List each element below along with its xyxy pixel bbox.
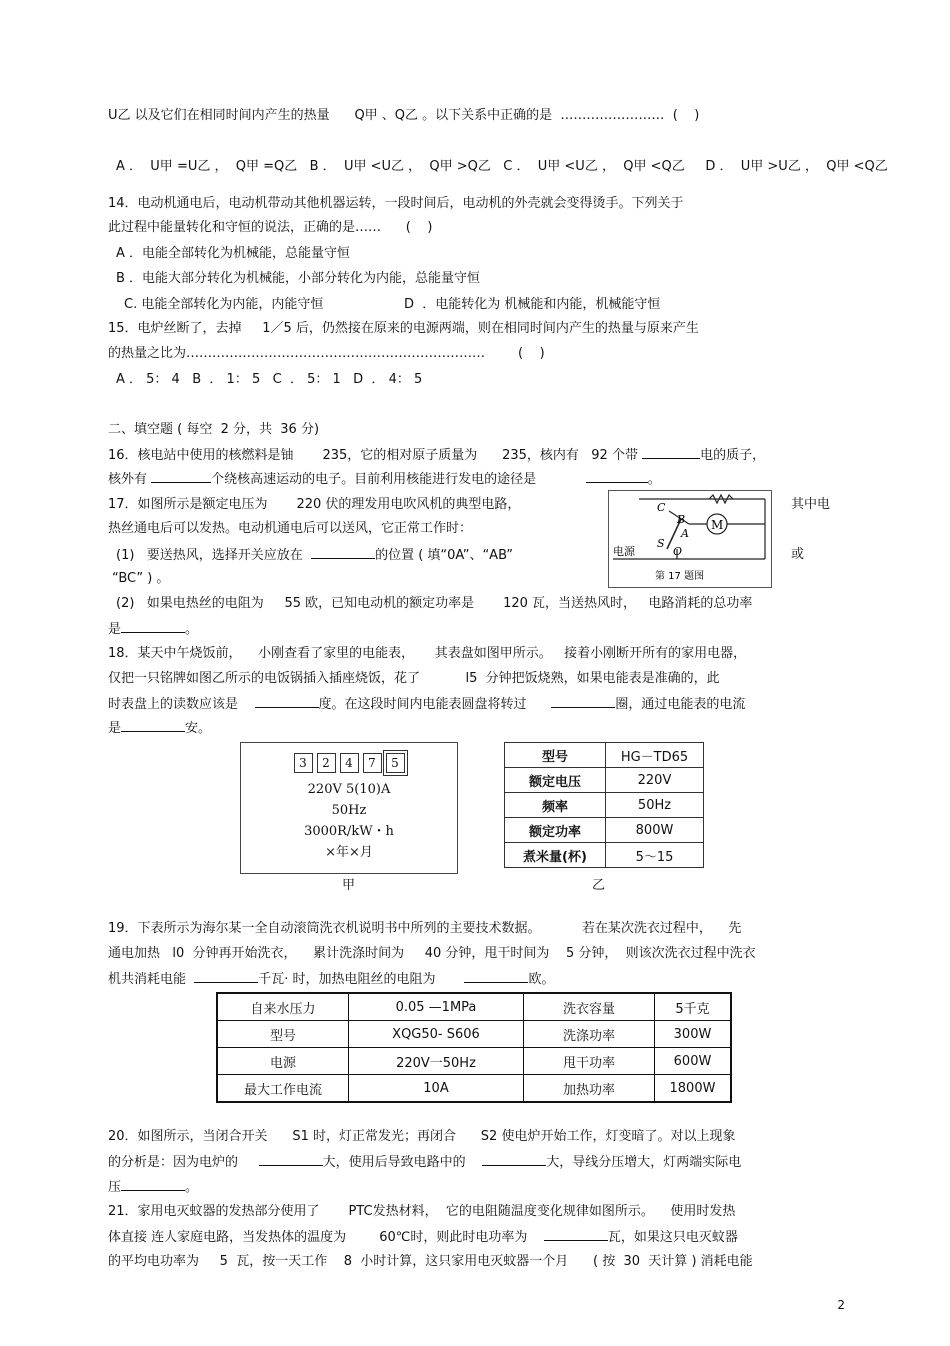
table-row	[217, 1048, 731, 1075]
meter-digit: 7	[363, 753, 382, 773]
q18-text-c: 圈，通过电能表的电流	[615, 697, 746, 712]
q16-text-b: 电的质子，	[700, 448, 766, 463]
answer-blank[interactable]	[255, 695, 319, 708]
table-cell: 5～15	[606, 843, 704, 868]
answer-blank[interactable]	[194, 970, 258, 983]
q19-text-a: 机共消耗电能	[108, 972, 195, 987]
q17-line1-right: 其中电	[791, 497, 831, 512]
q18-line4	[108, 719, 211, 738]
q20-text-a: 的分析是：因为电炉的	[108, 1155, 259, 1170]
caption-jia: 甲	[342, 878, 356, 893]
meter-digit: 3	[294, 753, 313, 773]
node-c: C	[657, 501, 666, 514]
table-cell: 型号	[217, 1021, 349, 1048]
answer-blank[interactable]	[544, 1228, 608, 1241]
page-number: 2	[837, 1298, 845, 1312]
q19-line1: 19．下表所示为海尔某一全自动滚筒洗衣机说明书中所列的主要技术数据。 若在某次洗衣过程中， 先	[108, 921, 742, 936]
meter-digits	[241, 753, 457, 773]
answer-blank[interactable]	[121, 719, 185, 732]
q21-line2	[108, 1228, 738, 1247]
node-o: O	[673, 545, 683, 558]
table-cell: 煮米量(杯)	[505, 843, 606, 868]
q20-line1: 20．如图所示，当闭合开关 S1 时，灯正常发光；再闭合 S2 使电炉开始工作，灯变暗了。对以上现象	[108, 1129, 736, 1144]
q18-text-d: 是	[108, 721, 122, 736]
motor-label: M	[711, 518, 724, 532]
answer-blank[interactable]	[464, 970, 528, 983]
q14-stem1: 14．电动机通电后，电动机带动其他机器运转，一段时间后，电动机的外壳就会变得烫手。下列关于	[108, 196, 684, 211]
q18-text-a: 时表盘上的读数应该是	[108, 697, 255, 712]
answer-blank[interactable]	[121, 1178, 185, 1191]
q18-line3	[108, 695, 745, 714]
answer-blank[interactable]	[311, 546, 375, 559]
answer-blank[interactable]	[551, 695, 615, 708]
q14-option-d: D ．电能转化为 机械能和内能，机械能守恒	[404, 297, 661, 312]
table-cell: 额定功率	[505, 818, 606, 843]
table-cell: XQG50- S606	[349, 1021, 524, 1048]
q20-line2	[108, 1153, 741, 1172]
q15-stem1: 15．电炉丝断了，去掉 1／5 后，仍然接在原来的电源两端，则在相同时间内产生的热量与原来产生	[108, 321, 699, 336]
q18-line1: 18．某天中午烧饭前， 小刚查看了家里的电能表， 其表盘如图甲所示。 接着小刚断开所有的家用电器，	[108, 646, 747, 661]
q16-text-e: 。	[647, 472, 661, 487]
q19-text-b: 千瓦· 时，加热电阻丝的电阻为	[258, 972, 465, 987]
node-s: S	[657, 537, 665, 550]
q18-text-e: 安。	[185, 721, 212, 736]
q14-option-b: B ．电能大部分转化为机械能，小部分转化为内能，总能量守恒	[116, 271, 481, 286]
q17-text-d: 。	[185, 622, 199, 637]
table-cell: 洗衣容量	[524, 993, 655, 1021]
node-a: A	[681, 527, 689, 540]
table-cell: 最大工作电流	[217, 1075, 349, 1103]
table-cell: 频率	[505, 793, 606, 818]
q16-text-d: 个绕核高速运动的电子。目前利用核能进行发电的途径是	[211, 472, 586, 487]
source-label: 电源	[613, 545, 635, 558]
q17-line3	[116, 546, 513, 565]
q16-line1	[108, 446, 765, 465]
q17-line4: “BC” ) 。	[112, 571, 170, 586]
q16-text-c: 核外有	[108, 472, 152, 487]
q17-line1: 17．如图所示是额定电压为 220 伏的理发用电吹风机的典型电路，	[108, 497, 521, 512]
table-row	[505, 818, 704, 843]
answer-blank[interactable]	[151, 470, 211, 483]
table-cell: 5千克	[655, 993, 732, 1021]
table-cell: 自来水压力	[217, 993, 349, 1021]
table-cell: 洗涤功率	[524, 1021, 655, 1048]
table-cell: 0.05 —1MPa	[349, 993, 524, 1021]
table-cell: 220V一50Hz	[349, 1048, 524, 1075]
answer-blank[interactable]	[586, 470, 648, 483]
table-row	[505, 743, 704, 768]
table-row	[217, 1021, 731, 1048]
table-cell: 300W	[655, 1021, 732, 1048]
q14-option-c: C. 电能全部转化为内能，内能守恒	[124, 297, 324, 312]
table-row	[217, 993, 731, 1021]
table-cell: 甩干功率	[524, 1048, 655, 1075]
q21-text-a: 体直接 连人家庭电路，当发热体的温度为 60℃时，则此时电功率为	[108, 1230, 544, 1245]
table-cell: 1800W	[655, 1075, 732, 1103]
figure-caption: 第 17 题图	[655, 571, 705, 582]
q18-text-b: 度。在这段时间内电能表圆盘将转过	[318, 697, 552, 712]
q14-option-a: A ．电能全部转化为机械能，总能量守恒	[116, 246, 351, 261]
answer-blank[interactable]	[642, 446, 700, 459]
meter-constant: 3000R/kW・h	[304, 824, 394, 839]
caption-yi: 乙	[592, 878, 606, 893]
table-row	[217, 1075, 731, 1103]
q17-text-b: 的位置 ( 填“0A”、“AB”	[375, 548, 514, 563]
answer-blank[interactable]	[121, 620, 185, 633]
q15-options: A ． 5： 4 B ． 1： 5 C ． 5： 1 D ． 4： 5	[116, 372, 423, 387]
q17-text-c: 是	[108, 622, 122, 637]
q17-text-a: (1) 要送热风，选择开关应放在	[116, 548, 312, 563]
q20-text-b: 大，使用后导致电路中的	[322, 1155, 483, 1170]
nameplate-panel	[504, 742, 704, 872]
q19-line3	[108, 970, 554, 989]
q16-line2	[108, 470, 661, 489]
q21-line1: 21．家用电灭蚊器的发热部分使用了 PTC发热材料， 它的电阻随温度变化规律如图所示。 使用时发热	[108, 1204, 736, 1219]
meter-rating: 220V 5(10)A	[307, 782, 391, 797]
q20-text-d: 压	[108, 1180, 122, 1195]
table-cell: 220V	[606, 768, 704, 793]
circuit-diagram	[609, 491, 771, 587]
table-cell: HG－TD65	[606, 743, 704, 768]
q17-line5: (2) 如果电热丝的电阻为 55 欧，已知电动机的额定功率是 120 瓦，当送热风时， 电路消耗的总功率	[116, 596, 753, 611]
q18-line2: 仅把一只铭牌如图乙所示的电饭锅插入插座烧饭，花了 l5 分钟把饭烧熟，如果电能表是准确的，此	[108, 671, 720, 686]
q16-text-a: 16．核电站中使用的核燃料是铀 235，它的相对原子质量为 235，核内有 92 个带	[108, 448, 643, 463]
washer-spec-table	[216, 992, 732, 1103]
node-b: B	[677, 513, 686, 526]
meter-digit: 2	[317, 753, 336, 773]
q21-text-b: 瓦，如果这只电灭蚊器	[607, 1230, 738, 1245]
q17-line3-right: 或	[791, 547, 805, 562]
table-cell: 600W	[655, 1048, 732, 1075]
table-cell: 额定电压	[505, 768, 606, 793]
q13-options: A ． U甲 =U乙 ， Q甲 =Q乙 B ． U甲 <U乙 ， Q甲 >Q乙 C ． U甲 <U乙 ， Q甲 <Q乙 D ． U甲 >U乙 ， Q甲 <Q乙	[116, 159, 888, 174]
q20-text-c: 大，导线分压增大，灯两端实际电	[546, 1155, 742, 1170]
section-title: 二、填空题 ( 每空 2 分，共 36 分)	[108, 422, 320, 437]
table-cell: 50Hz	[606, 793, 704, 818]
q13-line1: U乙 以及它们在相同时间内产生的热量 Q甲 、Q乙 。以下关系中正确的是 …………………… ( )	[108, 108, 700, 123]
q21-line3: 的平均电功率为 5 瓦，按一天工作 8 小时计算，这只家用电灭蚊器一个月 ( 按 30 天计算 ) 消耗电能	[108, 1254, 753, 1269]
q19-line2: 通电加热 l0 分钟再开始洗衣， 累计洗涤时间为 40 分钟，甩干时间为 5 分钟， 则该次洗衣过程中洗衣	[108, 946, 756, 961]
answer-blank[interactable]	[259, 1153, 323, 1166]
table-row	[505, 843, 704, 868]
table-row	[505, 793, 704, 818]
energy-meter-panel	[240, 742, 458, 874]
nameplate-table	[504, 742, 704, 868]
table-cell: 加热功率	[524, 1075, 655, 1103]
q15-stem2: 的热量之比为…………………………………………………………… ( )	[108, 346, 545, 361]
q17-line2: 热丝通电后可以发热。电动机通电后可以送风，它正常工作时：	[108, 521, 473, 536]
q20-text-e: 。	[185, 1180, 199, 1195]
q19-text-c: 欧。	[528, 972, 555, 987]
table-row	[505, 768, 704, 793]
answer-blank[interactable]	[482, 1153, 546, 1166]
meter-digit: 4	[340, 753, 359, 773]
table-cell: 800W	[606, 818, 704, 843]
q17-line6	[108, 620, 198, 639]
meter-digit: 5	[386, 753, 405, 773]
table-cell: 电源	[217, 1048, 349, 1075]
q14-stem2: 此过程中能量转化和守恒的说法，正确的是…… ( )	[108, 220, 433, 235]
meter-date: ×年×月	[325, 845, 373, 860]
q17-circuit-figure	[608, 490, 772, 588]
q20-line3	[108, 1178, 198, 1197]
meter-frequency: 50Hz	[331, 803, 367, 818]
table-cell: 10A	[349, 1075, 524, 1103]
table-cell: 型号	[505, 743, 606, 768]
